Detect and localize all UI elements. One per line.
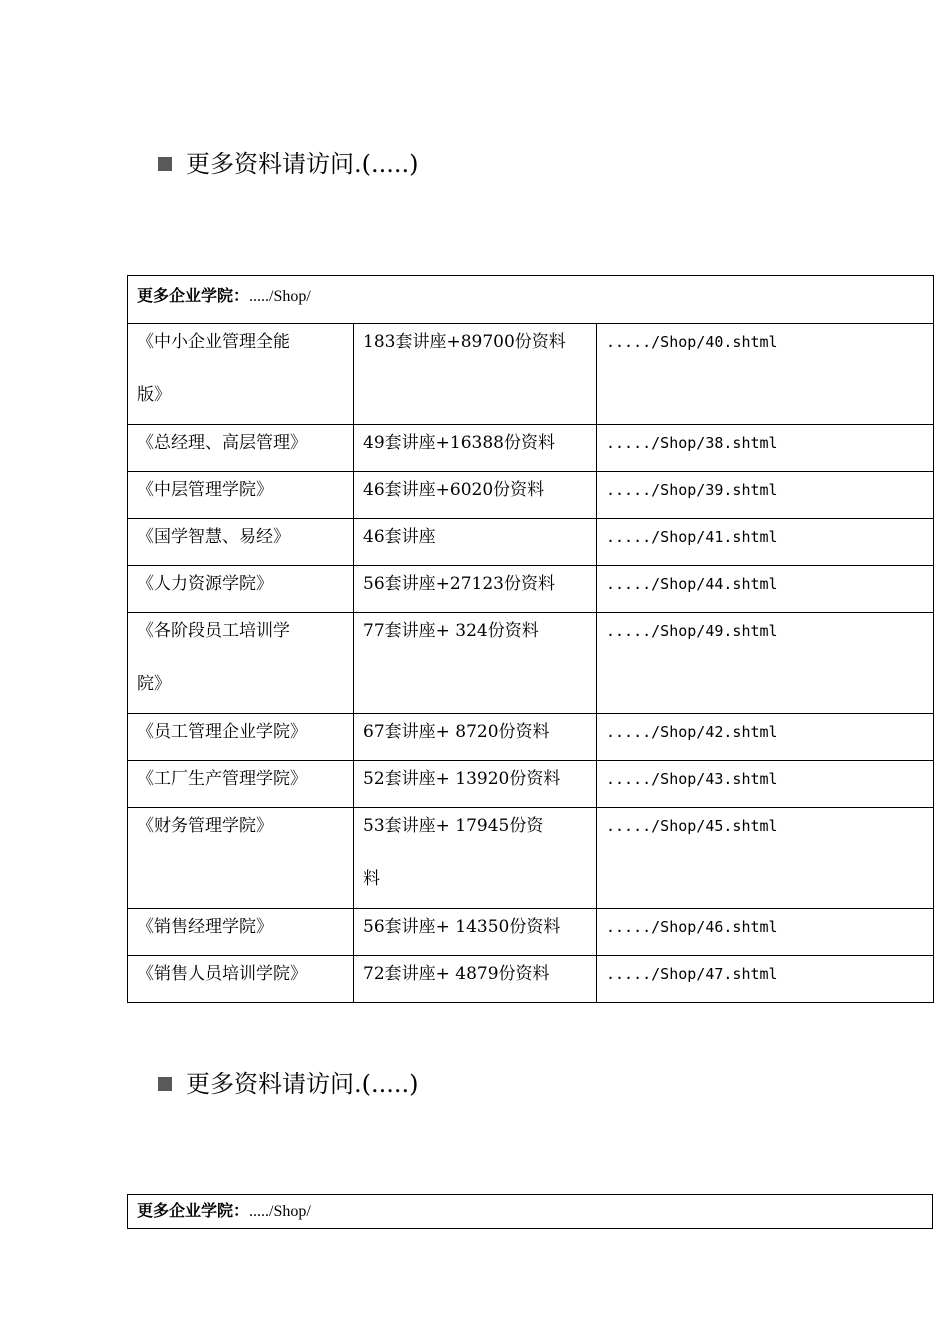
course-name-cell-text: 《工厂生产管理学院》: [137, 769, 307, 789]
course-url-cell: [597, 613, 934, 714]
table-row: [128, 956, 934, 1003]
course-desc-cell-text: 67套讲座+ 8720份资料: [363, 722, 550, 742]
square-bullet-icon: [158, 157, 172, 171]
course-desc-cell-text: 49套讲座+16388份资料: [363, 433, 555, 453]
course-name-cell: [128, 519, 354, 566]
course-name-cell: [128, 761, 354, 808]
course-desc-cell-text: 53套讲座+ 17945份资: [363, 816, 544, 836]
header-label: 更多企业学院：: [137, 286, 250, 305]
course-url-cell: [597, 761, 934, 808]
table-row: [128, 714, 934, 761]
heading-text: 更多资料请访问.(.....): [186, 1070, 419, 1098]
course-desc-cell-text: 77套讲座+ 324份资料: [363, 621, 539, 641]
course-desc-cell-text: 56套讲座+ 14350份资料: [363, 917, 561, 937]
course-desc-cell: [354, 519, 597, 566]
course-name-cell-text: 《财务管理学院》: [137, 816, 273, 836]
course-desc-cell-text: 46套讲座+6020份资料: [363, 480, 545, 500]
course-name-cell-text: 《员工管理企业学院》: [137, 722, 307, 742]
course-url-cell-text: ...../Shop/38.shtml: [606, 434, 778, 452]
course-name-cell-text: 版》: [137, 385, 171, 405]
course-desc-cell: [354, 761, 597, 808]
course-url-cell-text: ...../Shop/45.shtml: [606, 817, 778, 835]
table-row: [128, 761, 934, 808]
course-desc-cell: [354, 566, 597, 613]
table-row: [128, 808, 934, 909]
table-row: [128, 472, 934, 519]
table-row: [128, 425, 934, 472]
course-url-cell-text: ...../Shop/42.shtml: [606, 723, 778, 741]
course-url-cell-text: ...../Shop/40.shtml: [606, 333, 778, 351]
course-url-cell-text: ...../Shop/49.shtml: [606, 622, 778, 640]
course-name-cell-text: 《总经理、高层管理》: [137, 433, 307, 453]
course-url-cell: [597, 714, 934, 761]
course-url-cell-text: ...../Shop/44.shtml: [606, 575, 778, 593]
course-name-cell: [128, 472, 354, 519]
course-url-cell: [597, 566, 934, 613]
table-row: [128, 909, 934, 956]
course-name-cell-text: 《中层管理学院》: [137, 480, 273, 500]
course-desc-cell-text: 183套讲座+89700份资料: [363, 332, 566, 352]
header-label: 更多企业学院：: [137, 1201, 250, 1220]
table-row: [128, 519, 934, 566]
section-heading: [158, 148, 419, 180]
course-url-cell: [597, 909, 934, 956]
course-desc-cell-text: 52套讲座+ 13920份资料: [363, 769, 561, 789]
course-name-cell: [128, 324, 354, 425]
course-name-cell: [128, 566, 354, 613]
course-desc-cell: [354, 909, 597, 956]
course-desc-cell: [354, 324, 597, 425]
course-name-cell-text: 《各阶段员工培训学: [137, 621, 290, 641]
course-name-cell-text: 《中小企业管理全能: [137, 332, 290, 352]
academy-table: [127, 1194, 933, 1229]
section-heading: [158, 1068, 419, 1100]
table-row: [128, 324, 934, 425]
course-name-cell-text: 《国学智慧、易经》: [137, 527, 290, 547]
course-name-cell-text: 《人力资源学院》: [137, 574, 273, 594]
course-name-cell: [128, 808, 354, 909]
course-name-cell: [128, 956, 354, 1003]
course-desc-cell-text: 72套讲座+ 4879份资料: [363, 964, 550, 984]
header-path: ...../Shop/: [249, 1203, 311, 1220]
course-name-cell-text: 《销售经理学院》: [137, 917, 273, 937]
table-header-row: [128, 1195, 933, 1229]
course-desc-cell: [354, 808, 597, 909]
course-desc-cell-text: 56套讲座+27123份资料: [363, 574, 555, 594]
header-path: ...../Shop/: [249, 288, 311, 305]
course-desc-cell: [354, 613, 597, 714]
academy-table: [127, 275, 934, 1003]
course-url-cell: [597, 472, 934, 519]
course-desc-cell-text: 46套讲座: [363, 527, 436, 547]
course-desc-cell: [354, 425, 597, 472]
table-header-row: [128, 276, 934, 324]
course-url-cell: [597, 519, 934, 566]
course-url-cell: [597, 808, 934, 909]
course-name-cell: [128, 613, 354, 714]
course-name-cell-text: 《销售人员培训学院》: [137, 964, 307, 984]
course-desc-cell: [354, 956, 597, 1003]
table-header-cell: [128, 1195, 933, 1229]
course-name-cell: [128, 425, 354, 472]
course-name-cell: [128, 714, 354, 761]
course-url-cell-text: ...../Shop/39.shtml: [606, 481, 778, 499]
course-url-cell-text: ...../Shop/47.shtml: [606, 965, 778, 983]
course-desc-cell: [354, 472, 597, 519]
table-row: [128, 566, 934, 613]
course-url-cell: [597, 324, 934, 425]
course-url-cell: [597, 425, 934, 472]
table-header-cell: [128, 276, 934, 324]
course-name-cell: [128, 909, 354, 956]
table-row: [128, 613, 934, 714]
course-url-cell-text: ...../Shop/46.shtml: [606, 918, 778, 936]
square-bullet-icon: [158, 1077, 172, 1091]
course-url-cell-text: ...../Shop/41.shtml: [606, 528, 778, 546]
course-url-cell: [597, 956, 934, 1003]
course-desc-cell: [354, 714, 597, 761]
course-desc-cell-text: 料: [363, 869, 380, 889]
course-name-cell-text: 院》: [137, 674, 171, 694]
heading-text: 更多资料请访问.(.....): [186, 150, 419, 178]
course-url-cell-text: ...../Shop/43.shtml: [606, 770, 778, 788]
